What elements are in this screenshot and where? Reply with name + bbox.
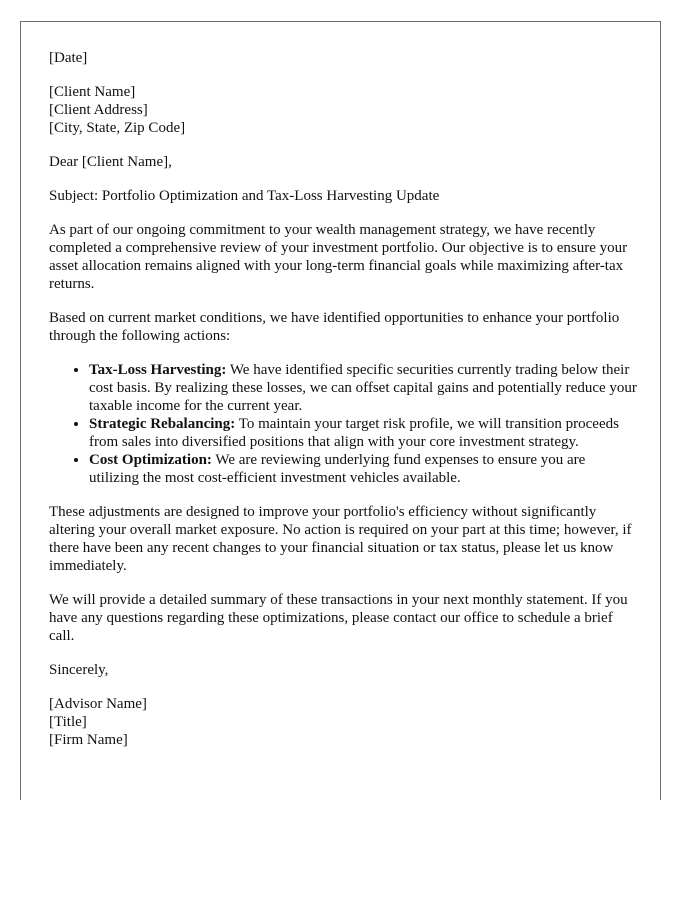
closing: Sincerely,	[49, 662, 109, 678]
actions-list	[49, 361, 639, 487]
action-title: Tax-Loss Harvesting:	[89, 362, 227, 378]
letter-page	[20, 21, 661, 800]
intro-paragraph: As part of our ongoing commitment to your wealth management strategy, we have recently completed a comprehensive review of your investment portfolio. Our objective is to ensure your asset allocation remains aligned with your long-term financial goals while maximizing after-tax returns.	[49, 222, 628, 292]
action-item-strategic-rebalancing	[89, 415, 639, 451]
actions-intro-paragraph: Based on current market conditions, we have identified opportunities to enhance your portfolio through the following actions:	[49, 310, 620, 344]
action-text: To maintain your target risk profile, we will transition proceeds from sales into diversified positions that align with your core investment strategy.	[89, 416, 619, 450]
action-text: We are reviewing underlying fund expenses to ensure you are utilizing the most cost-efficient investment vehicles available.	[89, 452, 586, 486]
recipient-address-block	[49, 83, 639, 137]
advisor-name: [Advisor Name]	[49, 696, 147, 712]
action-title: Strategic Rebalancing:	[89, 416, 236, 432]
adjustments-paragraph: These adjustments are designed to improve your portfolio's efficiency without significantly altering your overall market exposure. No action is required on your part at this time; however, if there have been any recent changes to your financial situation or tax status, please let us know immediately.	[49, 504, 632, 574]
firm-name: [Firm Name]	[49, 732, 128, 748]
signature-block	[49, 695, 639, 749]
action-text: We have identified specific securities currently trading below their cost basis. By realizing these losses, we can offset capital gains and potentially reduce your taxable income for the current year.	[89, 362, 637, 414]
salutation: Dear [Client Name],	[49, 154, 172, 170]
recipient-name: [Client Name]	[49, 84, 136, 100]
recipient-address: [Client Address]	[49, 102, 148, 118]
advisor-title: [Title]	[49, 714, 87, 730]
summary-paragraph: We will provide a detailed summary of these transactions in your next monthly statement. If you have any questions regarding these optimizations, please contact our office to schedule a brief call.	[49, 592, 628, 644]
action-item-tax-loss-harvesting	[89, 361, 639, 415]
action-title: Cost Optimization:	[89, 452, 212, 468]
action-item-cost-optimization	[89, 451, 639, 487]
letter-date: [Date]	[49, 50, 88, 66]
recipient-city-state-zip: [City, State, Zip Code]	[49, 120, 186, 136]
letter-content	[49, 49, 639, 765]
subject-line: Subject: Portfolio Optimization and Tax-Loss Harvesting Update	[49, 188, 440, 204]
